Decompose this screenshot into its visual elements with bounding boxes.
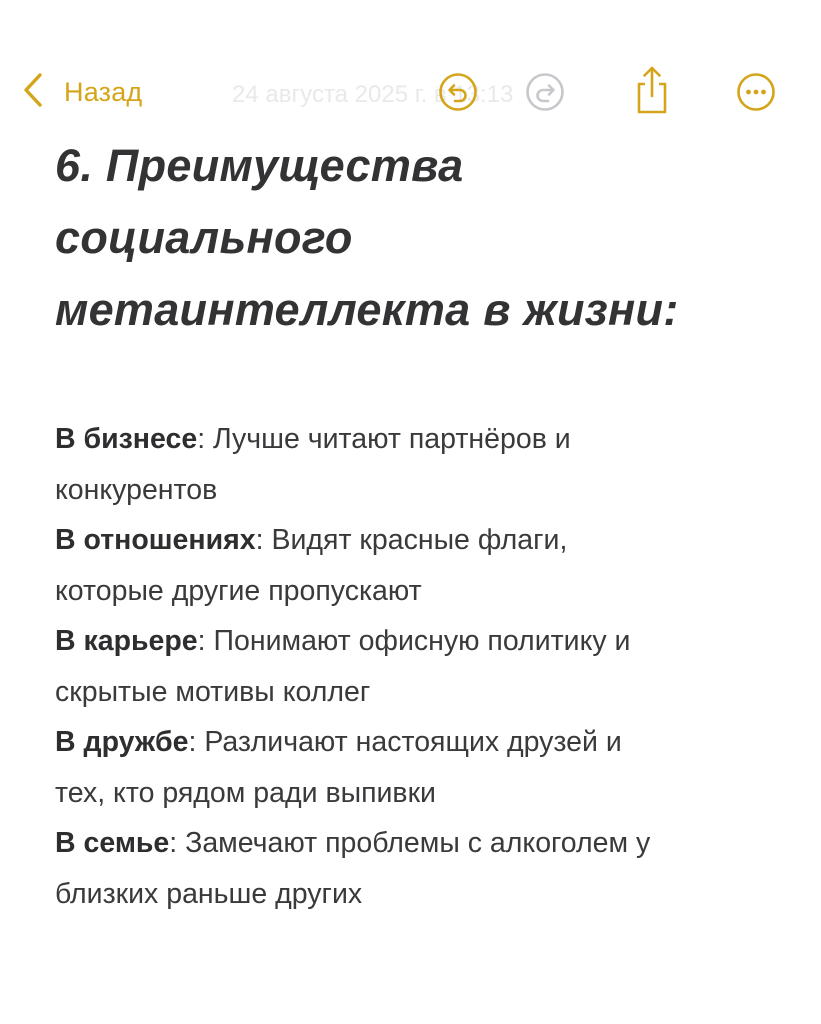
list-item: [55, 414, 795, 515]
item-separator: :: [197, 625, 206, 657]
item-label: В карьере: [55, 625, 198, 657]
item-text: которые другие пропускают: [55, 574, 422, 607]
item-text: тех, кто рядом ради выпивки: [55, 776, 436, 809]
redo-icon: [525, 72, 565, 112]
chevron-left-icon: [22, 72, 44, 113]
more-button[interactable]: [736, 72, 776, 112]
item-text: скрытые мотивы коллег: [55, 675, 371, 708]
back-button[interactable]: [22, 72, 142, 112]
item-text: Различают настоящих друзей и: [196, 726, 622, 758]
item-label: В отношениях: [55, 524, 256, 556]
item-label: В дружбе: [55, 726, 189, 758]
item-text: Замечают проблемы с алкоголем у: [177, 827, 651, 859]
more-icon: [736, 72, 776, 112]
benefits-list: [55, 414, 795, 919]
item-separator: :: [255, 524, 264, 556]
list-item: [55, 515, 795, 616]
toolbar: [0, 60, 821, 124]
item-label: В семье: [55, 827, 170, 859]
item-text: Понимают офисную политику и: [205, 625, 631, 657]
list-item: [55, 818, 795, 919]
note-body[interactable]: [55, 130, 795, 919]
undo-icon: [438, 72, 478, 112]
undo-button[interactable]: [438, 72, 478, 112]
item-label: В бизнесе: [55, 423, 198, 455]
back-label: Назад: [64, 76, 143, 107]
title-line: 6. Преимущества: [55, 140, 464, 191]
list-item: [55, 616, 795, 717]
item-text: Лучше читают партнёров и: [205, 423, 571, 455]
item-separator: :: [169, 827, 178, 859]
share-button[interactable]: [632, 64, 672, 116]
title-line: метаинтеллекта в жизни:: [55, 284, 679, 335]
title-line: социального: [55, 212, 353, 263]
note-date: 24 августа 2025 г. в 13:13: [232, 81, 514, 108]
item-separator: :: [188, 726, 197, 758]
item-separator: :: [197, 423, 206, 455]
redo-button[interactable]: [525, 72, 565, 112]
share-icon: [632, 64, 672, 116]
list-item: [55, 717, 795, 818]
item-text: близких раньше других: [55, 877, 363, 910]
item-text: Видят красные флаги,: [263, 524, 568, 556]
note-title: [55, 130, 795, 346]
item-text: конкурентов: [55, 473, 218, 506]
